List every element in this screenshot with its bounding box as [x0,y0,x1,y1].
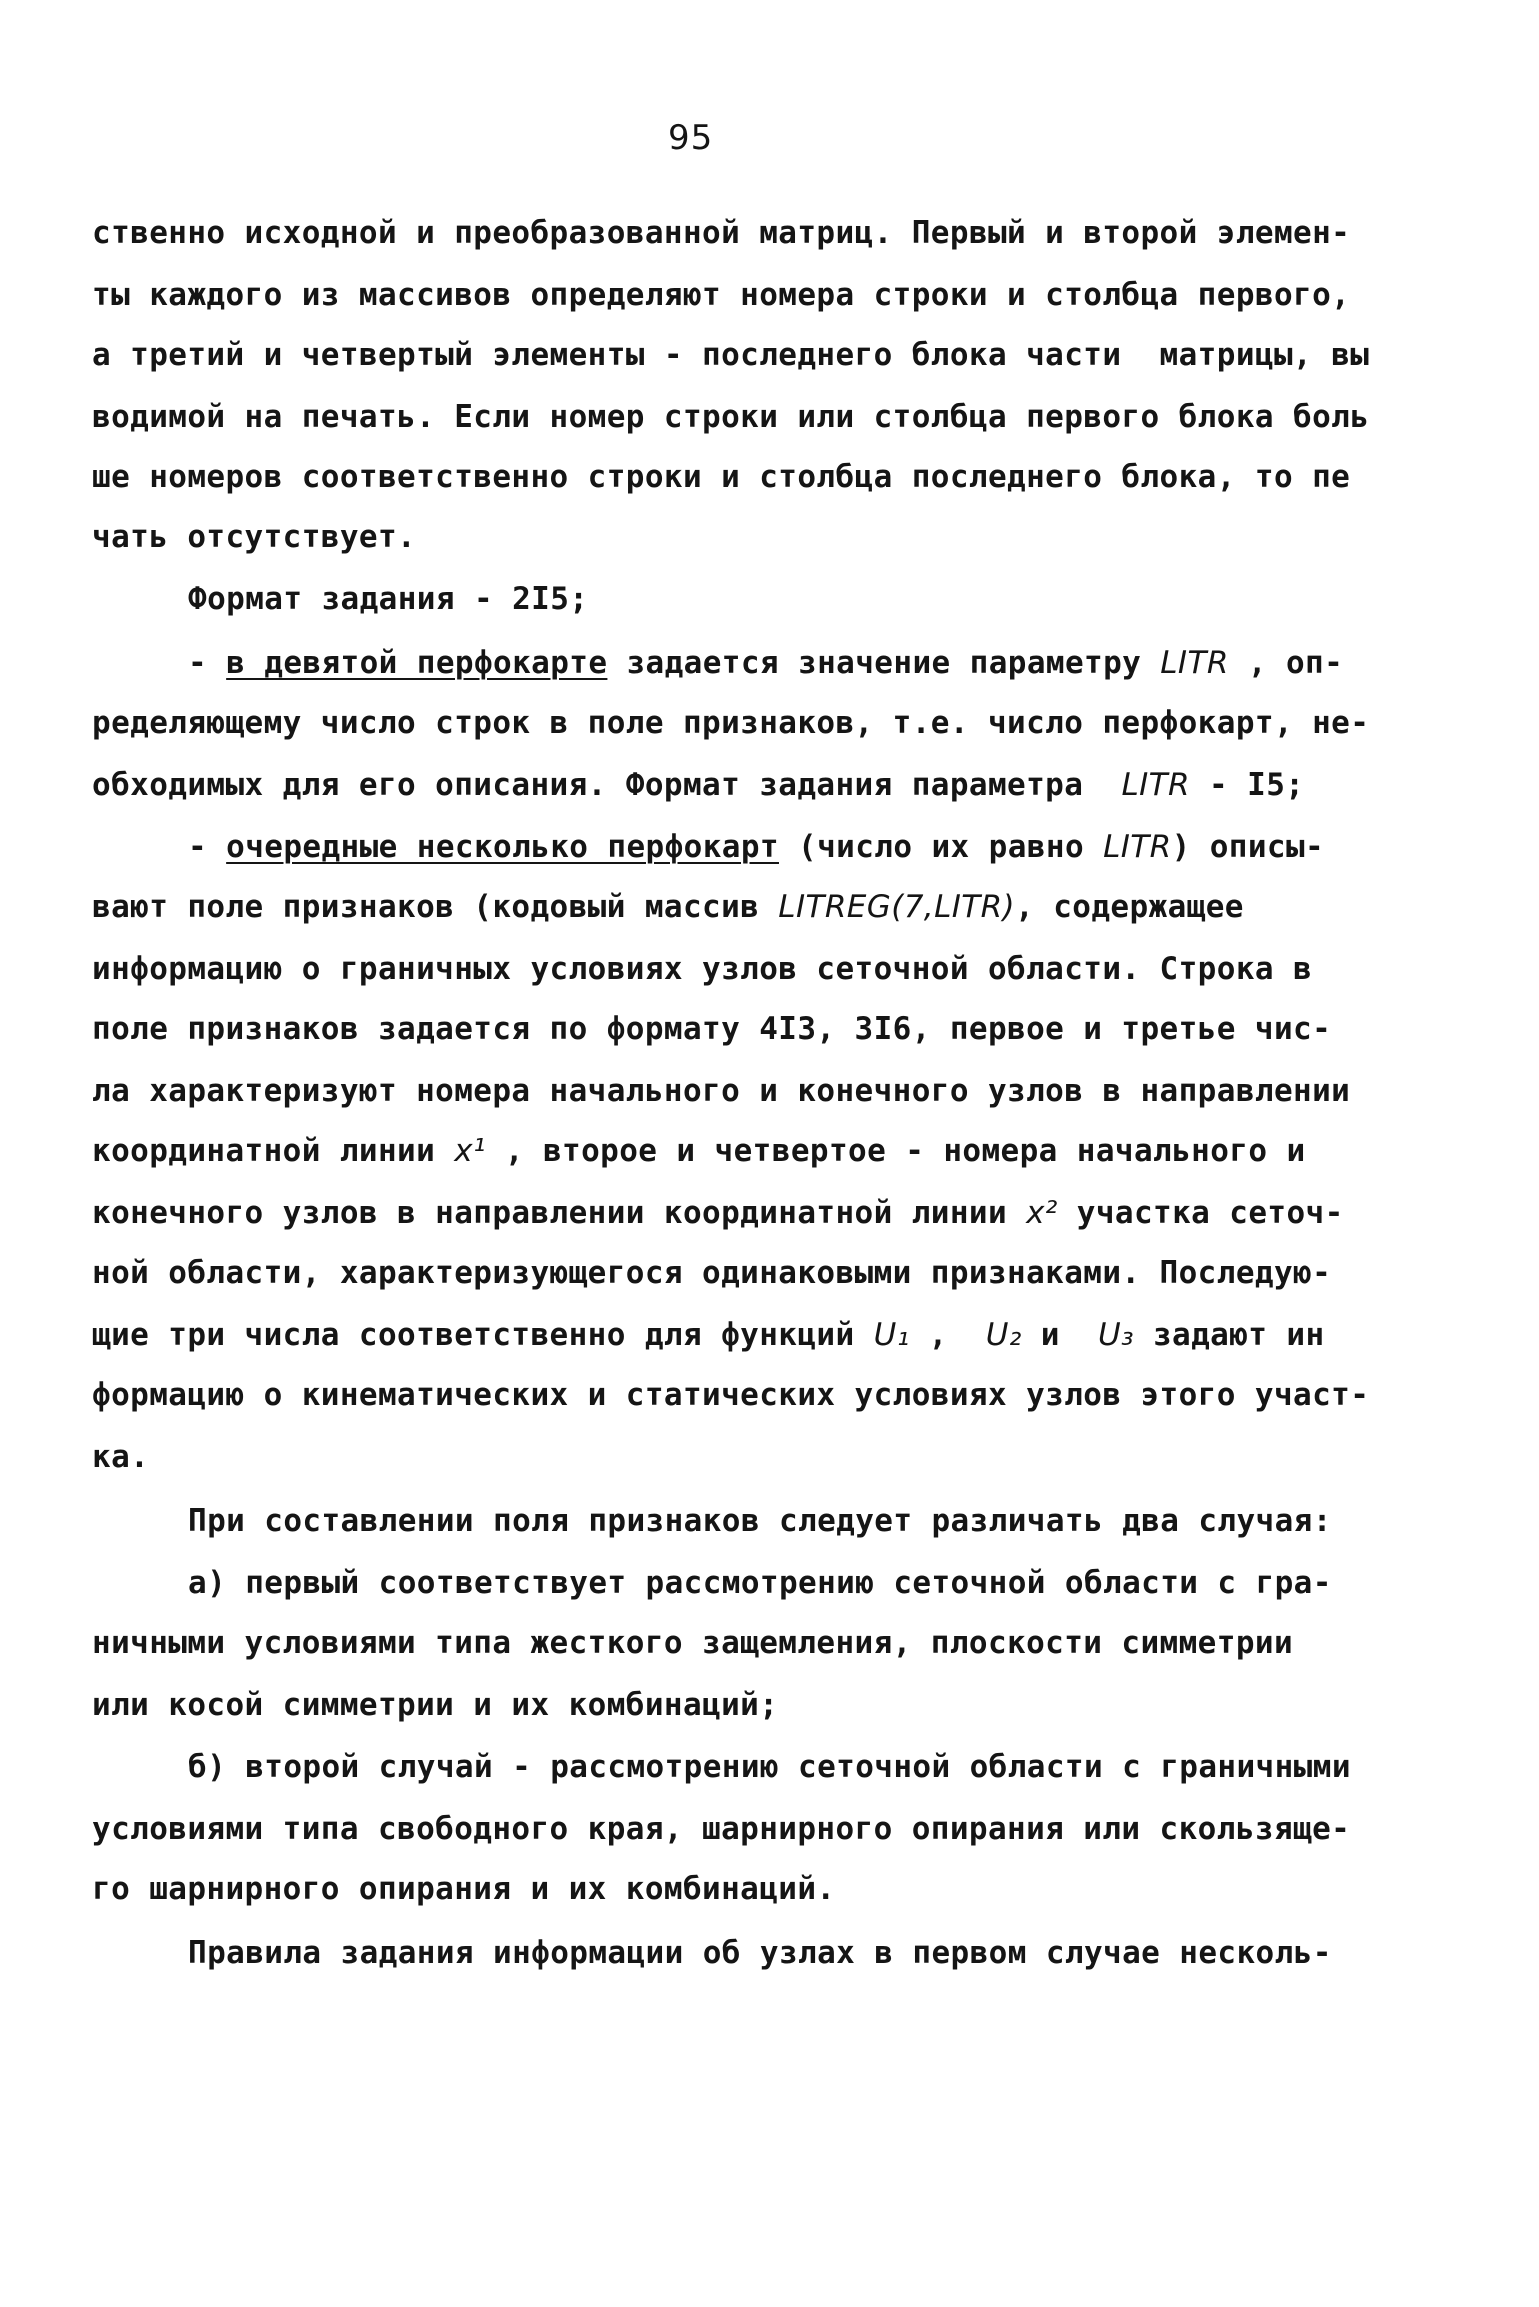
text-line [92,1687,779,1723]
text-run: обходимых для его описания. Формат задания параметра [92,767,1122,803]
text-run: го шарнирного опирания и их комбинаций. [92,1871,836,1907]
formula-text: U₁ [873,1317,910,1353]
underlined-text: в девятой перфокарте [226,645,608,681]
text-run: ничными условиями типа жесткого защемления, плоскости симметрии [92,1625,1294,1661]
text-run: задается значение параметру [607,645,1161,681]
text-run: Формат задания - 2I5; [188,581,589,617]
formula-text: U₂ [985,1317,1022,1353]
text-line [92,399,1370,435]
text-line [92,1255,1332,1291]
text-run: чать отсутствует. [92,519,417,555]
text-run: и [1021,1317,1098,1353]
formula-text: LITREG(7,LITR) [778,889,1016,925]
text-run: или косой симметрии и их комбинаций; [92,1687,779,1723]
text-run: (число их равно [778,829,1104,865]
text-line [92,705,1370,741]
text-line [92,519,417,555]
text-line [188,645,1344,681]
text-run: - [188,645,227,681]
text-run: ной области, характеризующегося одинаковыми признаками. Последую- [92,1255,1332,1291]
text-run: водимой на печать. Если номер строки или столбца первого блока боль [92,399,1370,435]
formula-text: LITR [1103,829,1172,865]
text-line [92,337,1370,373]
text-run: а) первый соответствует рассмотрению сеточной области с гра- [188,1565,1332,1601]
text-run: ка. [92,1439,150,1475]
text-line [188,1503,1332,1539]
text-line [92,1625,1294,1661]
text-run: При составлении поля признаков следует различать два случая: [188,1503,1332,1539]
text-line [92,767,1305,803]
text-line [92,1871,836,1907]
text-run: - I5; [1189,767,1305,803]
text-line [92,215,1351,251]
text-run: Правила задания информации об узлах в первом случае несколь- [188,1935,1332,1971]
text-line [188,1935,1332,1971]
text-run: ) описы- [1171,829,1325,865]
text-line [92,1439,150,1475]
text-run: б) второй случай - рассмотрению сеточной области с граничными [188,1749,1351,1785]
text-run: участка сеточ- [1057,1195,1344,1231]
text-line [92,277,1351,313]
text-run: ределяющему число строк в поле признаков, т.е. число перфокарт, не- [92,705,1370,741]
text-line [92,951,1313,987]
text-run: формацию о кинематических и статических условиях узлов этого участ- [92,1377,1370,1413]
text-run: конечного узлов в направлении координатной линии [92,1195,1027,1231]
text-line [92,1073,1351,1109]
formula-text: LITR [1160,645,1229,681]
text-run: задают ин [1133,1317,1325,1353]
text-run: , содержащее [1015,889,1244,925]
text-run: ственно исходной и преобразованной матриц. Первый и второй элемен- [92,215,1351,251]
formula-text: x¹ [454,1133,486,1169]
text-run: координатной линии [92,1133,455,1169]
text-run: , [909,1317,986,1353]
text-line [188,581,589,617]
text-line [92,1317,1325,1353]
text-line [188,1749,1351,1785]
text-run: , оп- [1228,645,1344,681]
text-run: а третий и четвертый элементы - последнего блока части матрицы, вы [92,337,1370,373]
text-run: ла характеризуют номера начального и конечного узлов в направлении [92,1073,1351,1109]
text-run: информацию о граничных условиях узлов сеточной области. Строка в [92,951,1313,987]
text-run: ше номеров соответственно строки и столбца последнего блока, то пе [92,459,1351,495]
formula-text: x² [1026,1195,1058,1231]
text-line [92,1133,1306,1169]
text-run: условиями типа свободного края, шарнирного опирания или скользяще- [92,1811,1351,1847]
text-line [92,459,1351,495]
formula-text: LITR [1121,767,1190,803]
text-run: вают поле признаков (кодовый массив [92,889,779,925]
text-run: щие три числа соответственно для функций [92,1317,874,1353]
text-line [92,1811,1351,1847]
text-line [92,1195,1344,1231]
text-run: , второе и четвертое - номера начального и [485,1133,1306,1169]
text-run: - [188,829,227,865]
text-line [188,829,1325,865]
underlined-text: очередные несколько перфокарт [226,829,779,865]
text-line [92,1011,1332,1047]
text-line [188,1565,1332,1601]
text-line [92,889,1244,925]
text-run: поле признаков задается по формату 4I3, 3I6, первое и третье чис- [92,1011,1332,1047]
page-number: 95 [668,118,714,158]
text-line [92,1377,1370,1413]
text-run: ты каждого из массивов определяют номера строки и столбца первого, [92,277,1351,313]
formula-text: U₃ [1097,1317,1134,1353]
